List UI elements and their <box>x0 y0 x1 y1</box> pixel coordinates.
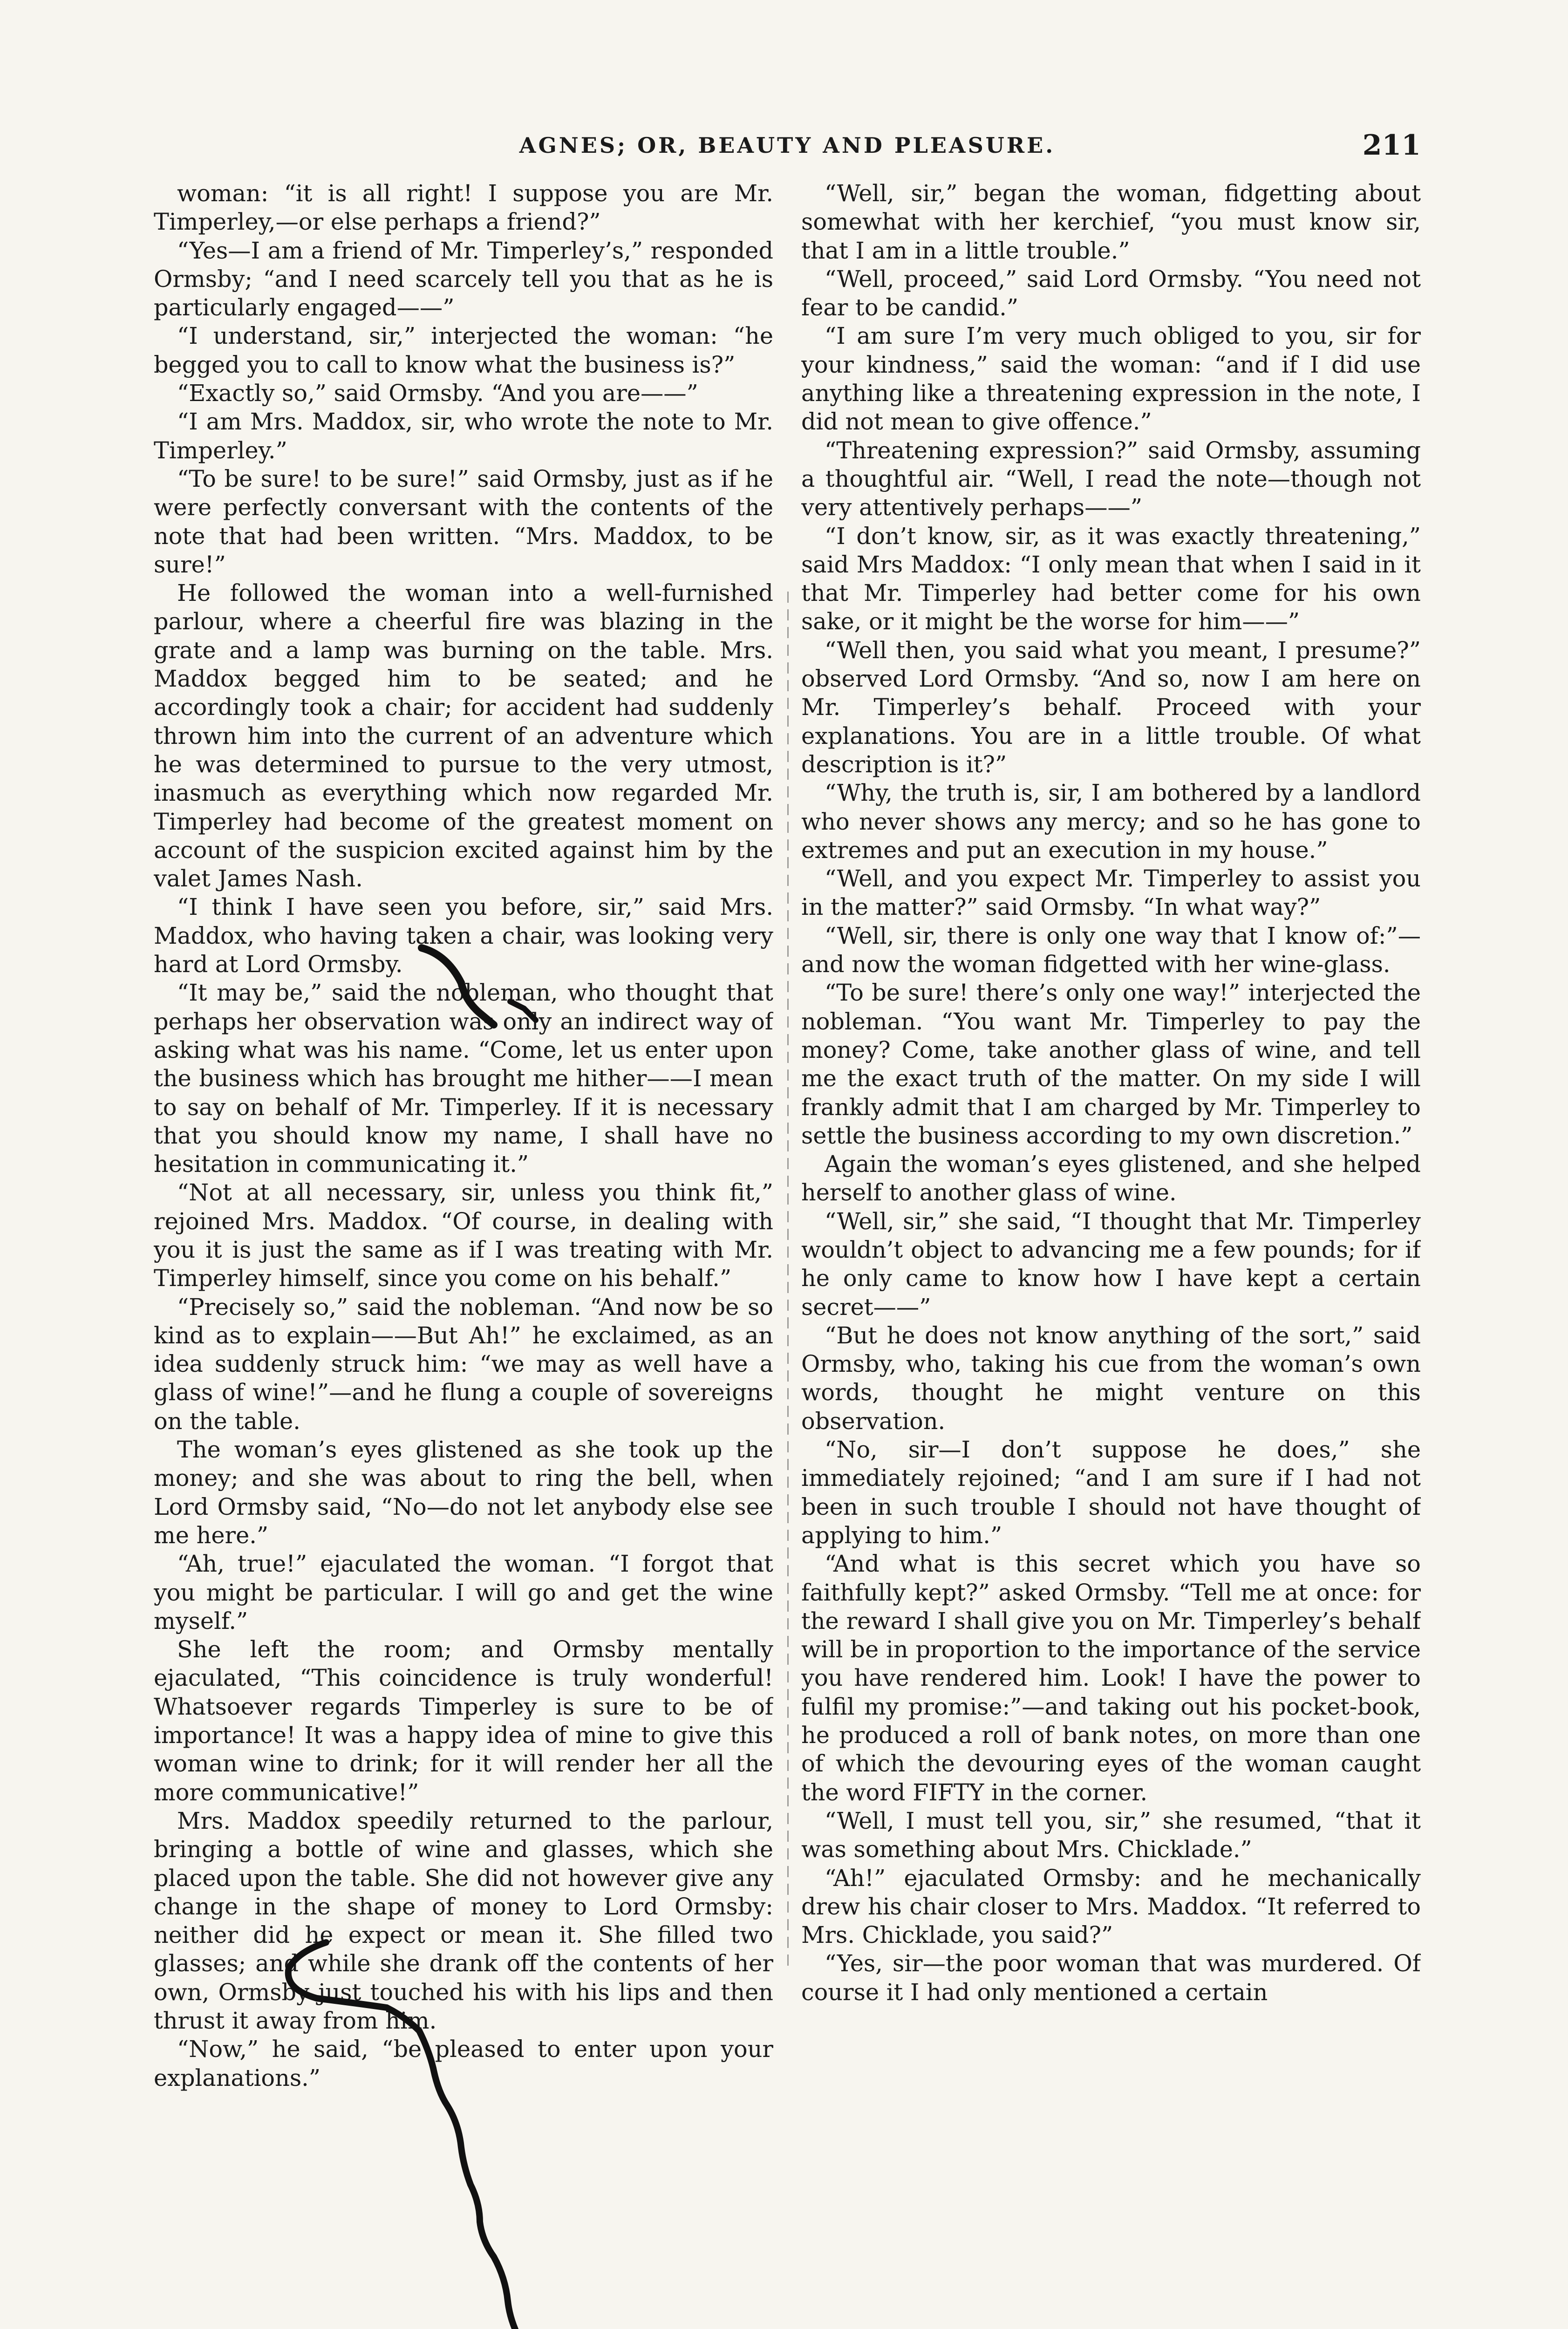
running-header <box>154 129 1421 170</box>
right-column-paragraph: “Well then, you said what you meant, I presume?” observed Lord Ormsby. “And so, now I am here on Mr. Timperley’s behalf. Proceed with your explanations. You are in a little trouble. Of what description is it?” <box>801 636 1421 778</box>
left-column-paragraph: “Not at all necessary, sir, unless you think fit,” rejoined Mrs. Maddox. “Of course, in dealing with you it is just the same as if I was treating with Mr. Timperley himself, since you come on his behalf.” <box>154 1179 773 1292</box>
left-column-paragraph: “It may be,” said the nobleman, who thought that perhaps her observation was only an indirect way of asking what was his name. “Come, let us enter upon the business which has brought me hither——I mean to say on behalf of Mr. Timperley. If it is necessary that you should know my name, I shall have no hesitation in communicating it.” <box>154 979 773 1178</box>
right-column-paragraph: “To be sure! there’s only one way!” interjected the nobleman. “You want Mr. Timperley to pay the money? Come, take another glass of wine, and tell me the exact truth of the matter. On my side I will frankly admit that I am charged by Mr. Timperley to settle the business according to my own discretion.” <box>801 979 1421 1149</box>
right-column-paragraph: “I am sure I’m very much obliged to you, sir for your kindness,” said the woman: “and if I did use anything like a threatening expression in the note, I did not mean to give offence.” <box>801 322 1421 436</box>
left-column-paragraph: The woman’s eyes glistened as she took up the money; and she was about to ring the bell, when Lord Ormsby said, “No—do not let anybody else see me here.” <box>154 1436 773 1549</box>
left-column-paragraph: woman: “it is all right! I suppose you are Mr. Timperley,—or else perhaps a friend?” <box>154 180 773 236</box>
left-column-paragraph: He followed the woman into a well-furnished parlour, where a cheerful fire was blazing in the grate and a lamp was burning on the table. Mrs. Maddox begged him to be seated; and he accordingly took a chair; for accident had suddenly thrown him into the current of an adventure which he was determined to pursue to the very utmost, inasmuch as everything which now regarded Mr. Timperley had become of the greatest moment on account of the suspicion excited against him by the valet James Nash. <box>154 579 773 892</box>
right-column-paragraph: “And what is this secret which you have so faithfully kept?” asked Ormsby. “Tell me at once: for the reward I shall give you on Mr. Timperley’s behalf will be in proportion to the importance of the service you have rendered him. Look! I have the power to fulfil my promise:”—and taking out his pocket-book, he produced a roll of bank notes, on more than one of which the devouring eyes of the woman caught the word FIFTY in the corner. <box>801 1550 1421 1806</box>
left-column-paragraph: “Yes—I am a friend of Mr. Timperley’s,” responded Ormsby; “and I need scarcely tell you that as he is particularly engaged——” <box>154 237 773 321</box>
left-column-paragraph: She left the room; and Ormsby mentally ejaculated, “This coincidence is truly wonderful! Whatsoever regards Timperley is sure to be of importance! It was a happy idea of mine to give this woman wine to drink; for it will render her all the more communicative!” <box>154 1636 773 1806</box>
header-title: AGNES; OR, BEAUTY AND PLEASURE. <box>519 133 1056 158</box>
right-column-paragraph: “Well, proceed,” said Lord Ormsby. “You need not fear to be candid.” <box>801 265 1421 321</box>
page-number: 211 <box>1362 129 1421 162</box>
left-column-paragraph: “Precisely so,” said the nobleman. “And now be so kind as to explain——But Ah!” he exclaimed, as an idea suddenly struck him: “we may as well have a glass of wine!”—and he flung a couple of sovereigns on the table. <box>154 1293 773 1435</box>
right-column-paragraph: “No, sir—I don’t suppose he does,” she immediately rejoined; “and I am sure if I had not been in such trouble I should not have thought of applying to him.” <box>801 1436 1421 1549</box>
right-column-paragraph: “Why, the truth is, sir, I am bothered by a landlord who never shows any mercy; and so he has gone to extremes and put an execution in my house.” <box>801 779 1421 864</box>
right-column-paragraph: “Well, sir,” she said, “I thought that Mr. Timperley wouldn’t object to advancing me a few pounds; for if he only came to know how I have kept a certain secret——” <box>801 1207 1421 1321</box>
right-column-paragraph: “Yes, sir—the poor woman that was murdered. Of course it I had only mentioned a certain <box>801 1950 1421 2006</box>
left-column-paragraph: “I think I have seen you before, sir,” said Mrs. Maddox, who having taken a chair, was looking very hard at Lord Ormsby. <box>154 893 773 978</box>
column-divider <box>787 592 789 1966</box>
right-column-paragraph: “Ah!” ejaculated Ormsby: and he mechanically drew his chair closer to Mrs. Maddox. “It referred to Mrs. Chicklade, you said?” <box>801 1864 1421 1949</box>
right-column-paragraph: “Well, and you expect Mr. Timperley to assist you in the matter?” said Ormsby. “In what way?” <box>801 865 1421 921</box>
left-column-paragraph: “Ah, true!” ejaculated the woman. “I forgot that you might be particular. I will go and get the wine myself.” <box>154 1550 773 1634</box>
left-column-paragraph: Mrs. Maddox speedily returned to the parlour, bringing a bottle of wine and glasses, which she placed upon the table. She did not however give any change in the shape of money to Lord Ormsby: neither did he expect or mean it. She filled two glasses; and while she drank off the contents of her own, Ormsby just touched his with his lips and then thrust it away from him. <box>154 1807 773 2034</box>
right-column <box>801 179 1421 2313</box>
left-column-paragraph: “I understand, sir,” interjected the woman: “he begged you to call to know what the business is?” <box>154 322 773 378</box>
left-column-paragraph: “Now,” he said, “be pleased to enter upon your explanations.” <box>154 2036 773 2091</box>
left-column-paragraph: “Exactly so,” said Ormsby. “And you are——” <box>177 380 698 407</box>
right-column-paragraph: Again the woman’s eyes glistened, and she helped herself to another glass of wine. <box>801 1151 1421 1206</box>
left-column-paragraph: “I am Mrs. Maddox, sir, who wrote the note to Mr. Timperley.” <box>154 408 773 464</box>
right-column-paragraph: “But he does not know anything of the sort,” said Ormsby, who, taking his cue from the woman’s own words, thought he might venture on this observation. <box>801 1321 1421 1435</box>
right-column-paragraph: “Threatening expression?” said Ormsby, assuming a thoughtful air. “Well, I read the note—though not very attentively perhaps——” <box>801 436 1421 521</box>
right-column-paragraph: “Well, I must tell you, sir,” she resumed, “that it was something about Mrs. Chicklade.” <box>801 1807 1421 1863</box>
right-column-paragraph: “I don’t know, sir, as it was exactly threatening,” said Mrs Maddox: “I only mean that when I said in it that Mr. Timperley had better come for his own sake, or it might be the worse for him——” <box>801 522 1421 635</box>
left-column <box>154 179 773 2313</box>
right-column-paragraph: “Well, sir,” began the woman, fidgetting about somewhat with her kerchief, “you must know sir, that I am in a little trouble.” <box>801 180 1421 264</box>
left-column-paragraph: “To be sure! to be sure!” said Ormsby, just as if he were perfectly conversant with the contents of the note that had been written. “Mrs. Maddox, to be sure!” <box>154 465 773 578</box>
right-column-paragraph: “Well, sir, there is only one way that I know of:”—and now the woman fidgetted with her wine-glass. <box>801 922 1421 978</box>
